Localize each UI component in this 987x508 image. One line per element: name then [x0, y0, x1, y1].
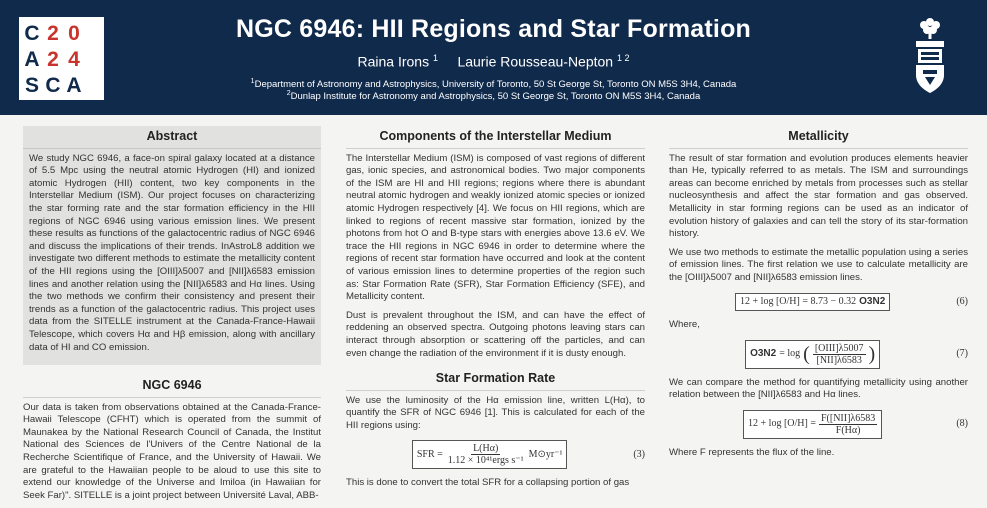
logo-letter: 2 — [47, 47, 59, 71]
logo-letter: C — [24, 21, 40, 45]
affil-text: Department of Astronomy and Astrophysics, University of Toronto, 50 St George St, Toronto ON M5S 3H4, Canada — [254, 79, 737, 91]
eq-denominator: [NII]λ6583 — [816, 354, 862, 366]
abstract-section — [23, 126, 321, 365]
sfr-paragraph: We use the luminosity of the Hα emission line, written L(Hα), to quantify the SFR of NGC 6946 [1]. This is calculated for each of the HII regions using: — [346, 394, 645, 431]
eq-numerator: [OIII]λ5007 — [814, 342, 864, 354]
ism-paragraph: Dust is prevalent throughout the ISM, and can have the effect of reddening an observed spectra. Outgoing photons leaving stars can interact through absorption or scattering off the particles, and can even change the radiation of the environment if it is dusty enough. — [346, 309, 645, 359]
eq-o3n2: O3N2 — [859, 295, 886, 307]
eq-fraction — [819, 413, 877, 436]
author-affil-mark: 1 — [432, 53, 438, 63]
eq-denominator: F(Hα) — [835, 424, 861, 436]
affil-text: Dunlap Institute for Astronomy and Astrophysics, 50 St George St, Toronto ON M5S 3H4, Canada — [290, 91, 701, 103]
eq-fraction — [446, 443, 526, 466]
metallicity-paragraph: We use two methods to estimate the metallic population using a series of emission lines. The first relation we use to calculate metallicity are the [OIII]λ5007 and [NII]λ6583 emission lines. — [669, 246, 968, 283]
eq-rhs: M⊙yr⁻¹ — [528, 448, 563, 460]
equation-box: O3N2 = log ( $\frac{\text{[OIII]λ5007}}{\text{[NII]λ6583}}$ ) — [745, 340, 880, 369]
equation-6 — [669, 293, 968, 312]
equation-8 — [669, 410, 968, 439]
logo-letter: 2 — [47, 21, 59, 45]
sfr-paragraph: This is done to convert the total SFR for a collapsing portion of gas — [346, 477, 630, 489]
eq-lhs: O3N2 — [750, 347, 777, 359]
equation-number: (8) — [956, 418, 968, 430]
column-left — [23, 126, 321, 508]
eq-numerator: F([NII]λ6583 — [820, 412, 876, 424]
section-title: Abstract — [23, 126, 321, 149]
eq-numerator: L(Hα) — [473, 443, 499, 455]
equation-7 — [669, 340, 968, 369]
equation-box — [412, 440, 568, 469]
logo-letter: A — [66, 73, 82, 97]
affil-mark: 2 — [286, 90, 291, 97]
eq-lhs: 12 + log [O/H] = — [748, 418, 816, 430]
eq-denominator: 1.12 × 10⁴¹ergs s⁻¹ — [447, 455, 524, 467]
author-line — [0, 53, 987, 70]
metallicity-paragraph: The result of star formation and evolution produces elements heavier than He, typically referred to as metals. The ISM and surroundings areas can become enriched by metals from processes such as stellar nucleosynthesis and affect the star formation and gas observed. Metallicity in star forming regions can be used as an indicator of evolution history of galaxies and can tell the story of its star-formation history. — [669, 152, 968, 240]
equation-number: (7) — [956, 347, 968, 359]
section-title: Components of the Interstellar Medium — [346, 126, 645, 149]
author-affil-mark: 1 2 — [616, 53, 630, 63]
affil-mark: 1 — [250, 78, 255, 85]
column-middle — [346, 126, 645, 496]
abstract-text: We study NGC 6946, a face-on spiral galaxy located at a distance of 5.5 Mpc using the neutral atomic Hydrogen (HI) and ionized atomic Hydrogen (HII) content, two key components in the Interstellar Medium (ISM). Our project focuses on characterizing the star forming rate and the star formation efficiency in the HII regions of NGC 6946 using various emission lines. We present these results as functions of the galactocentric radius of NGC 6946 and discuss the implications of their trends. InAstroL8 addition we investigate two different methods to estimate the metallicity content of the HII regions using the [OIII]λ5007 and [NII]λ6583 emission lines and another relation using the [NII]λ6583 and Hα lines. Using the two methods we confirm their consistency and present their trends as a function of the galactocentric radius. This project uses data from the SITELLE instrument at the Canada-France-Hawaii Telescope, which covers Hα and Hβ emission, along with ancillary data of HI and CO emission. — [29, 152, 315, 353]
logo-letter: 0 — [68, 21, 80, 45]
logo-letter: C — [45, 73, 61, 97]
affiliation-1 — [0, 78, 987, 90]
eq-text: 12 + log [O/H] = 8.73 − 0.32 — [740, 295, 857, 307]
logo-letter: A — [24, 47, 40, 71]
section-title: Metallicity — [669, 126, 968, 149]
equation-3 — [346, 440, 645, 469]
author-name: Laurie Rousseau-Nepton — [457, 53, 614, 70]
where-text: Where, — [669, 319, 700, 331]
author-name: Raina Irons — [357, 53, 430, 70]
poster-title: NGC 6946: HII Regions and Star Formation — [235, 15, 752, 43]
equation-number: (6) — [956, 295, 968, 307]
university-crest-icon — [903, 15, 957, 101]
section-title: NGC 6946 — [23, 375, 321, 398]
where-text: Where F represents the flux of the line. — [669, 446, 835, 458]
logo-letter: S — [24, 73, 39, 97]
column-right — [669, 126, 968, 466]
eq-fraction — [813, 343, 866, 366]
equation-box — [743, 410, 882, 439]
poster-header — [0, 0, 987, 115]
section-title: Star Formation Rate — [346, 368, 645, 391]
equation-box — [735, 293, 890, 312]
ngc-text: Our data is taken from observations obtained at the Canada-France-Hawaii Telescope (CFHT) which is operated from the summit of Maunakea by the National Research Council of Canada, the Institut National des Sciences de l'Univers of the Centre National de la Recherche Scientifique of France, and the University of Hawaii. We are grateful to the Hawaiian people to be aloud to use this site to extend our knowledge of the Universe and Imiloa (in Hawaiian for Seek Far)". SITELLE is a joint project between Université Laval, ABB- — [23, 401, 321, 501]
ism-paragraph: The Interstellar Medium (ISM) is composed of vast regions of different gas, ionic species, and astronomical bodies. Two major components of the ISM are HI and HII regions; regions where there is abundant neutral atomic hydrogen and weakly ionized atomic species or ionized atomic Hydrogen respectively [4]. We focus on HII regions, which are linked to regions of recent massive star formation, ionized by the photons from hot O and B-type stars with energies above 13.6 eV. We trace the HII regions in NGC 6946 in order to determine where the regions of recent star formation have occurred and look at the content of various emission lines to determine properties of the region such as: Star Formation Rate (SFR), Star Formation Efficiency (SFE), and Metallicity content. — [346, 152, 645, 303]
eq-op: = log — [779, 347, 801, 359]
affiliation-2 — [0, 90, 987, 102]
equation-number: (3) — [633, 448, 645, 460]
logo-letter: 4 — [68, 47, 80, 71]
eq-lhs: SFR = — [416, 448, 443, 460]
metallicity-paragraph: We can compare the method for quantifying metallicity using another relation between the [NII]λ6583 and Hα lines. — [669, 376, 968, 401]
